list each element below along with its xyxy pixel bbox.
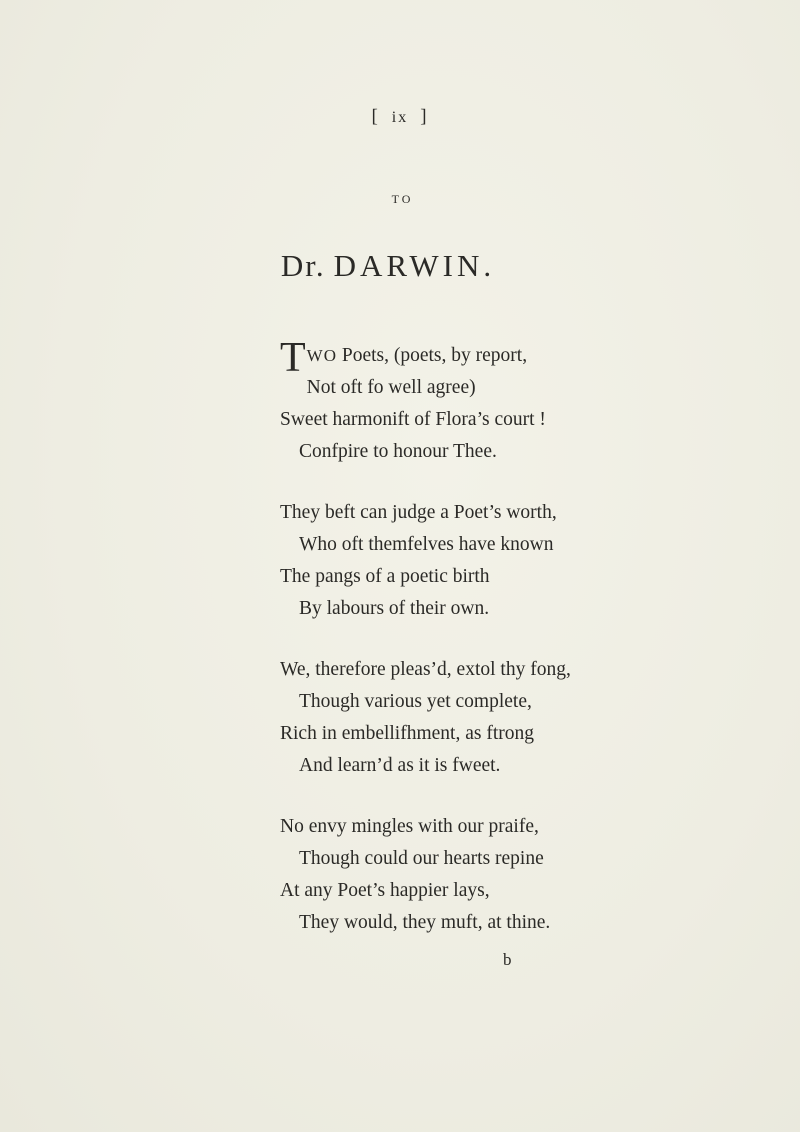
poem-line: The pangs of a poetic birth <box>280 566 490 587</box>
poem-line: At any Poet’s happier lays, <box>280 880 490 901</box>
dedicatee-prefix: Dr. <box>280 248 326 283</box>
stanza-2 <box>280 497 720 625</box>
signature-mark: b <box>503 950 512 969</box>
page-number-bracket-open: [ <box>371 106 380 127</box>
dedicatee-name: DARWIN. <box>333 248 496 283</box>
poem-line: No envy mingles with our praife, <box>280 816 539 837</box>
stanza-1 <box>280 335 720 468</box>
poem <box>280 335 720 968</box>
dedication-to: TO <box>391 192 414 206</box>
poem-line-text: Poets, (poets, by report, <box>341 345 528 366</box>
poem-line <box>280 335 720 381</box>
poem-line: By labours of their own. <box>299 598 490 619</box>
poem-line: Sweet harmonift of Flora’s court ! <box>280 409 546 430</box>
drop-cap-rest: WO <box>306 346 337 365</box>
poem-line: They beft can judge a Poet’s worth, <box>280 502 557 523</box>
dedication-title <box>0 248 776 284</box>
poem-line: We, therefore pleas’d, extol thy fong, <box>280 659 571 680</box>
poem-line: They would, they muft, at thine. <box>299 912 551 933</box>
page-number-bracket-close: ] <box>420 106 429 127</box>
drop-cap: T <box>280 335 306 381</box>
poem-line: Confpire to honour Thee. <box>299 441 497 462</box>
page-number <box>0 106 800 128</box>
poem-line: Not oft fo well agree) <box>306 377 476 398</box>
stanza-4 <box>280 811 720 939</box>
poem-line: Though could our hearts repine <box>299 848 544 869</box>
stanza-3 <box>280 654 720 782</box>
poem-line: Though various yet complete, <box>299 691 532 712</box>
poem-line: And learn’d as it is fweet. <box>299 755 501 776</box>
page-number-roman: ix <box>391 109 409 126</box>
poem-line: Who oft themfelves have known <box>299 534 554 555</box>
poem-line: Rich in embellifhment, as ftrong <box>280 723 534 744</box>
